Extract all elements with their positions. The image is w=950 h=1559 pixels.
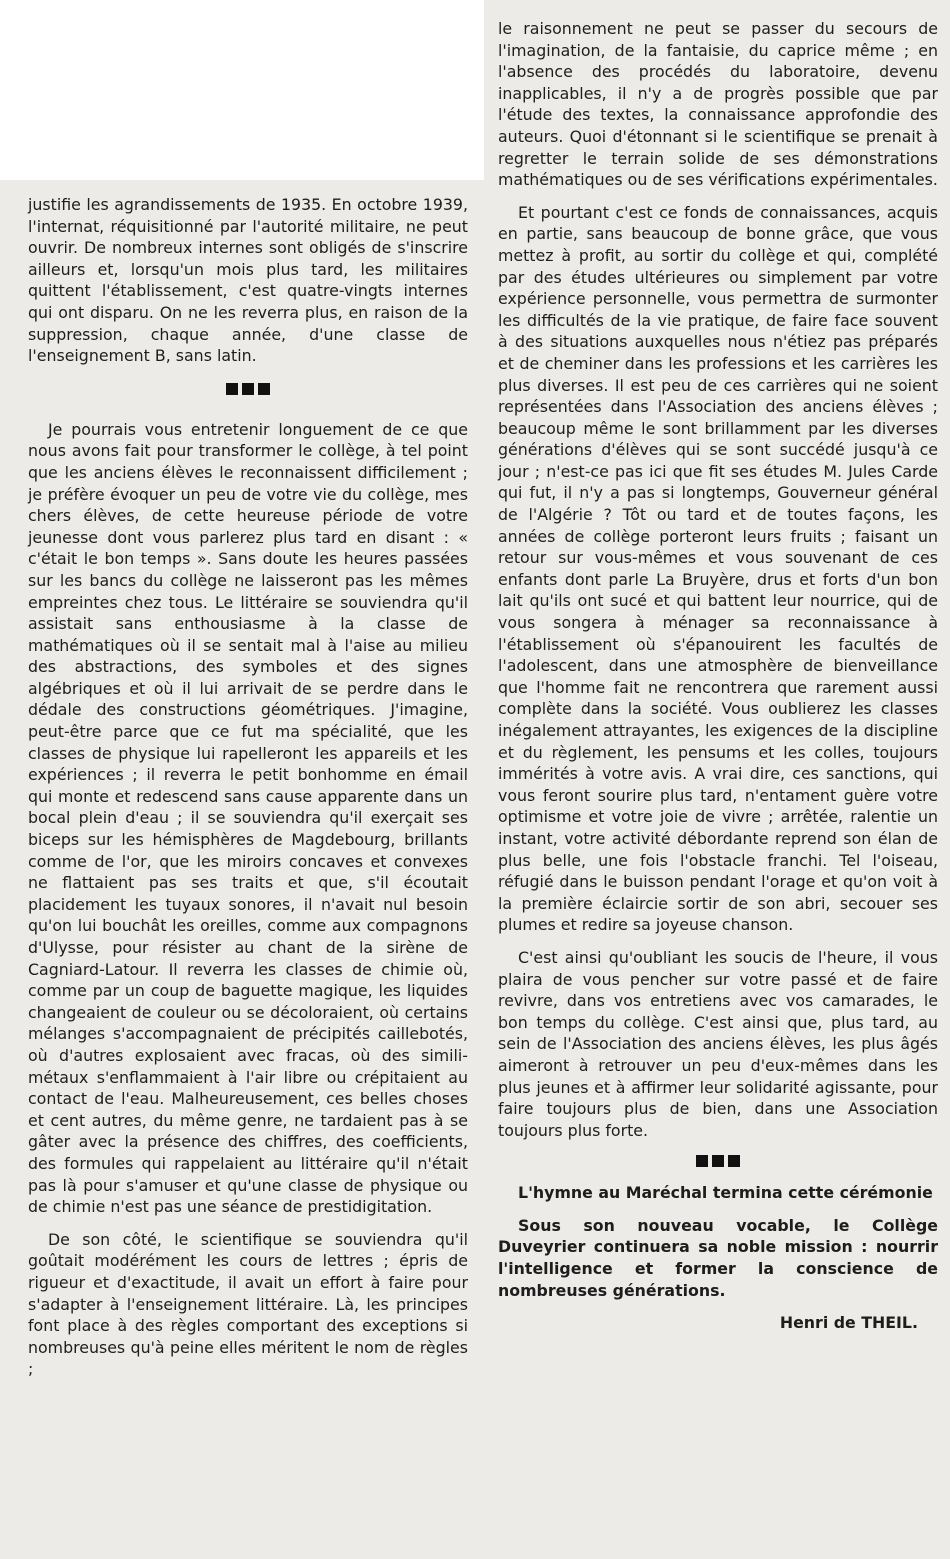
- signature: Henri de THEIL.: [779, 1313, 918, 1333]
- closing-note: L'hymne au Maréchal termina cette cérémonie: [518, 1183, 933, 1203]
- square-bullet-icon: [226, 383, 238, 395]
- square-bullet-icon: [696, 1155, 708, 1167]
- square-bullet-icon: [728, 1155, 740, 1167]
- section-separator: [28, 381, 468, 397]
- blank-area: [0, 0, 484, 180]
- paragraph: De son côté, le scientifique se souviendra qu'il goûtait modérément les cours de lettres ; épris de rigueur et d'exactitude, il avait un effort à faire pour s'adapter à l'enseignement littéraire. Là, les principes font place à des règles comportant des exceptions si nombreuses qu'à peine elles méritent le nom de règles ;: [28, 1229, 468, 1379]
- square-bullet-icon: [258, 383, 270, 395]
- square-bullet-icon: [242, 383, 254, 395]
- paragraph: Et pourtant c'est ce fonds de connaissances, acquis en partie, sans beaucoup de bonne grâce, que vous mettez à profit, au sortir du collège et qui, complété par des études ultérieures ou simplement par votre expérience personnelle, vous permettra de surmonter les difficultés de la vie pratique, de faire face souvent à des situations auxquelles nous n'étiez pas préparés et de cheminer dans les professions et les carrières les plus diverses. Il est peu de ces carrières qui ne soient représentées dans l'Association des anciens élèves ; beaucoup même le sont brillamment par les diverses générations d'élèves qui se sont succédé jusqu'à ce jour ; n'est-ce pas ici que fit ses études M. Jules Carde qui fut, il n'y a pas si longtemps, Gouverneur général de l'Algérie ? Tôt ou tard et de toutes façons, les années de collège porteront leurs fruits ; faisant un retour sur vous-mêmes et vous souvenant de ces enfants dont parle La Bruyère, drus et forts d'un bon lait qu'ils ont sucé et qui battent leur nourrice, qui de vous songera à ménager sa reconnaissance à l'établissement où s'épanouirent les facultés de l'adolescent, dans une atmosphère de bienveillance que l'homme fait ne rencontrera que rarement aussi complète dans la société. Vous oublierez les classes inégalement attrayantes, les exigences de la discipline et du règlement, les pensums et les colles, toujours immérités à votre avis. A vrai dire, ces sanctions, qui vous feront sourire plus tard, n'entament guère votre optimisme et votre joie de vivre ; arrêtée, ralentie un instant, votre activité débordante reprend son élan de plus belle, une fois l'obstacle franchi. Tel l'oiseau, réfugié dans le buisson pendant l'orage et qu'on voit à la première éclaircie sortir de son abri, secouer ses plumes et redire sa joyeuse chanson.: [498, 202, 938, 935]
- right-column: [498, 18, 938, 1334]
- section-separator: [498, 1152, 938, 1168]
- closing-statement: Sous son nouveau vocable, le Collège Duveyrier continuera sa noble mission : nourrir l'intelligence et former la conscience de nombreuses générations.: [498, 1215, 938, 1300]
- left-column: [28, 194, 468, 1391]
- paragraph: justifie les agrandissements de 1935. En octobre 1939, l'internat, réquisitionné par l'autorité militaire, ne peut ouvrir. De nombreux internes sont obligés de s'inscrire ailleurs et, lorsqu'un mois plus tard, les militaires quittent l'établissement, c'est quatre-vingts internes qui ont disparu. On ne les reverra plus, en raison de la suppression, chaque année, d'une classe de l'enseignement B, sans latin.: [28, 195, 468, 366]
- square-bullet-icon: [712, 1155, 724, 1167]
- paragraph: Je pourrais vous entretenir longuement de ce que nous avons fait pour transformer le collège, à tel point que les anciens élèves le reconnaissent difficilement ; je préfère évoquer un peu de votre vie du collège, mes chers élèves, de cette heureuse période de votre jeunesse dont vous parlerez plus tard en disant : « c'était le bon temps ». Sans doute les heures passées sur les bancs du collège ne laisseront pas les mêmes empreintes chez tous. Le littéraire se souviendra qu'il assistait sans enthousiasme à la classe de mathématiques où il se sentait mal à l'aise au milieu des abstractions, des symboles et des signes algébriques et où il lui arrivait de se perdre dans le dédale des constructions géométriques. J'imagine, peut-être parce que ce fut ma spécialité, que les classes de physique lui rapelleront les appareils et les expériences ; il reverra le petit bonhomme en émail qui monte et redescend sans cause apparente dans un bocal plein d'eau ; il se souviendra qu'il exerçait ses biceps sur les hémisphères de Magdebourg, brillants comme de l'or, que les miroirs concaves et convexes ne flattaient pas ses traits et que, s'il écoutait placidement les tuyaux sonores, il n'avait nul besoin qu'on lui bouchât les oreilles, comme aux compagnons d'Ulysse, pour résister au chant de la sirène de Cagniard-Latour. Il reverra les classes de chimie où, comme par un coup de baguette magique, les liquides changeaient de couleur ou se décoloraient, où certains mélanges s'accompagnaient de précipités caillebotés, où d'autres explosaient avec fracas, où des simili-métaux s'enflammaient à l'air libre ou crépitaient au contact de l'eau. Malheureusement, ces belles choses et cent autres, du même genre, ne tardaient pas à se gâter avec la présence des chiffres, des coefficients, des formules qui rappelaient au littéraire qu'il n'était pas là pour s'amuser et qu'une classe de physique ou de chimie n'est pas une séance de prestidigitation.: [28, 419, 468, 1217]
- paragraph: le raisonnement ne peut se passer du secours de l'imagination, de la fantaisie, du caprice même ; en l'absence des procédés du laboratoire, devenu inapplicables, il n'y a de progrès possible que par l'étude des textes, la connaissance approfondie des auteurs. Quoi d'étonnant si le scientifique se prenait à regretter le terrain solide de ses démonstrations mathématiques ou de ses vérifications expérimentales.: [498, 19, 938, 190]
- paragraph: C'est ainsi qu'oubliant les soucis de l'heure, il vous plaira de vous pencher sur votre passé et de faire revivre, dans vos entretiens avec vos camarades, le bon temps du collège. C'est ainsi que, plus tard, au sein de l'Association des anciens élèves, les plus âgés aimeront à retrouver un peu d'eux-mêmes dans les plus jeunes et à affirmer leur solidarité agissante, pour faire toujours plus de bien, dans une Association toujours plus forte.: [498, 947, 938, 1140]
